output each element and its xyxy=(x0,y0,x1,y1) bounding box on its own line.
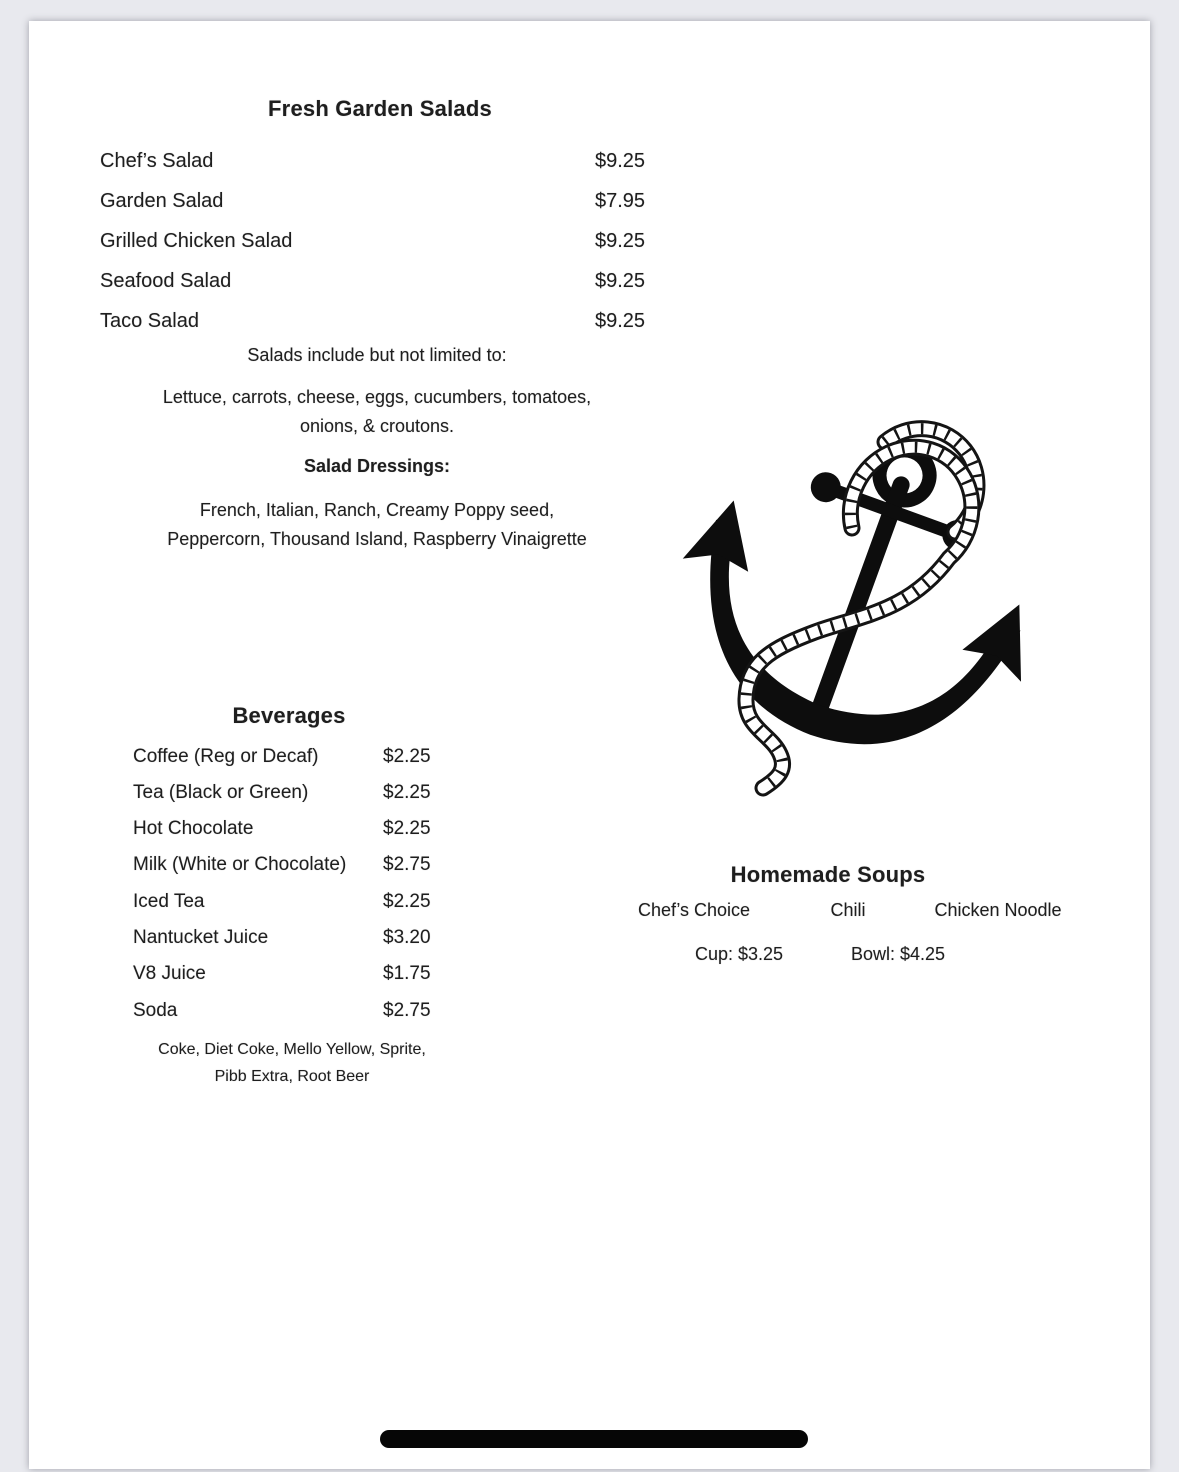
menu-item-row xyxy=(100,230,660,253)
includes-line: onions, & croutons. xyxy=(299,416,455,436)
item-price: $3.20 xyxy=(383,927,431,948)
menu-item-row xyxy=(133,818,445,840)
item-name: Coffee (Reg or Decaf) xyxy=(133,746,319,767)
item-price: $9.25 xyxy=(595,150,646,172)
menu-item-row xyxy=(133,1000,445,1022)
soda-note-line: Coke, Diet Coke, Mello Yellow, Sprite, xyxy=(158,1041,426,1058)
soup-size-price: Cup: $3.25 xyxy=(694,944,784,964)
item-name: Milk (White or Chocolate) xyxy=(133,854,347,875)
soup-variety: Chili xyxy=(830,900,866,920)
salads-section-title: Fresh Garden Salads xyxy=(268,96,492,121)
menu-item-row xyxy=(133,782,445,804)
soups-section-title: Homemade Soups xyxy=(730,862,926,887)
item-name: Grilled Chicken Salad xyxy=(100,230,293,252)
item-price: $2.25 xyxy=(383,782,431,803)
item-name: Taco Salad xyxy=(100,310,199,332)
item-price: $2.25 xyxy=(383,818,431,839)
soup-variety: Chef’s Choice xyxy=(637,900,751,920)
menu-item-row xyxy=(133,927,445,949)
item-name: Nantucket Juice xyxy=(133,927,269,948)
item-price: $1.75 xyxy=(383,963,431,984)
menu-item-row xyxy=(133,963,445,985)
item-price: $2.25 xyxy=(383,891,431,912)
dressings-line: French, Italian, Ranch, Creamy Poppy seed, xyxy=(199,500,555,520)
salad-dressings-heading: Salad Dressings: xyxy=(303,456,451,476)
item-price: $2.75 xyxy=(383,854,431,875)
item-name: Chef’s Salad xyxy=(100,150,214,172)
beverages-section-title: Beverages xyxy=(232,703,346,728)
soda-varieties-note xyxy=(126,1036,458,1090)
salads-includes-text xyxy=(70,383,684,441)
anchor-rope-icon xyxy=(647,416,1047,816)
includes-line: Lettuce, carrots, cheese, eggs, cucumbers, tomatoes, xyxy=(162,387,592,407)
soup-variety: Chicken Noodle xyxy=(934,900,1062,920)
menu-item-row xyxy=(100,310,660,333)
item-name: Iced Tea xyxy=(133,891,205,912)
item-price: $9.25 xyxy=(595,310,646,332)
redaction-bar xyxy=(380,1430,808,1448)
item-price: $9.25 xyxy=(595,230,646,252)
soup-size-price: Bowl: $4.25 xyxy=(850,944,946,964)
salad-dressings-text xyxy=(70,496,684,554)
menu-item-row xyxy=(133,746,445,768)
item-name: Tea (Black or Green) xyxy=(133,782,309,803)
salads-includes-heading: Salads include but not limited to: xyxy=(247,345,507,365)
item-name: Hot Chocolate xyxy=(133,818,254,839)
item-name: Seafood Salad xyxy=(100,270,232,292)
menu-item-row xyxy=(100,270,660,293)
item-name: Soda xyxy=(133,1000,178,1021)
soda-note-line: Pibb Extra, Root Beer xyxy=(214,1068,370,1085)
item-name: V8 Juice xyxy=(133,963,206,984)
menu-item-row xyxy=(100,150,660,173)
item-price: $7.95 xyxy=(595,190,646,212)
item-name: Garden Salad xyxy=(100,190,224,212)
dressings-line: Peppercorn, Thousand Island, Raspberry Vinaigrette xyxy=(167,529,587,549)
menu-item-row xyxy=(100,190,660,213)
menu-item-row xyxy=(133,854,445,876)
item-price: $9.25 xyxy=(595,270,646,292)
item-price: $2.75 xyxy=(383,1000,431,1021)
item-price: $2.25 xyxy=(383,746,431,767)
menu-item-row xyxy=(133,891,445,913)
